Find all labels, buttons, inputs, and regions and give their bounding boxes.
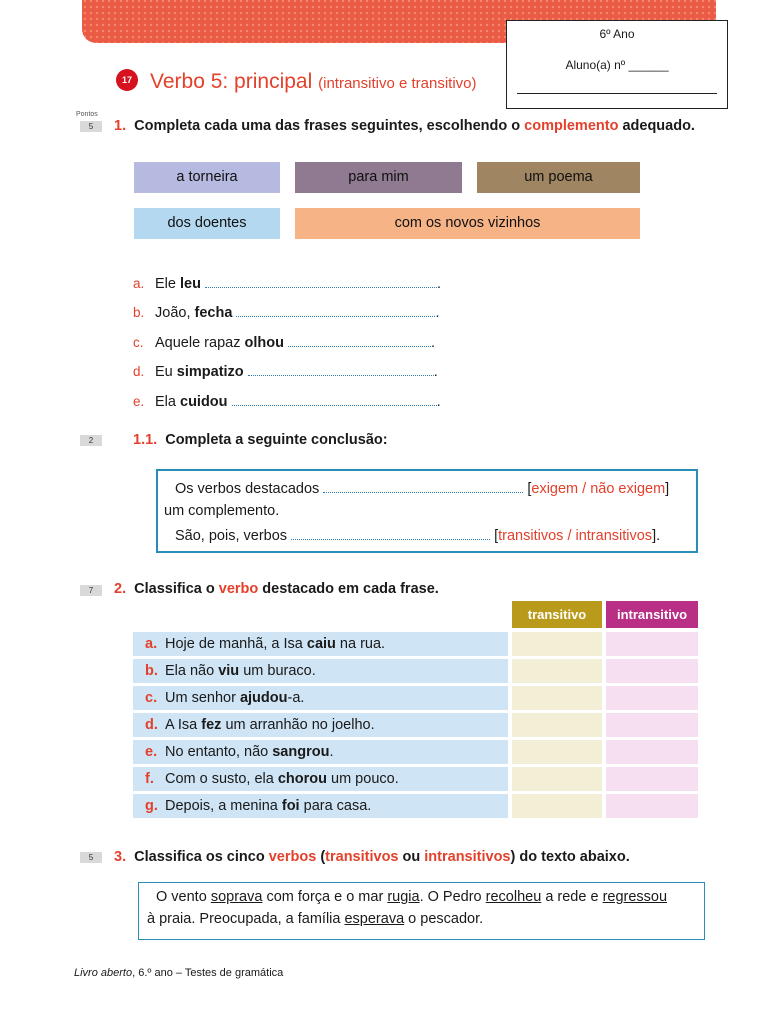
checkbox-transitive[interactable] [512,794,602,818]
conclusion-box [156,469,698,553]
table-row: f. Com o susto, ela chorou um pouco. [133,767,508,791]
answer-blank-e[interactable] [232,393,437,406]
checkbox-intransitive[interactable] [606,659,698,683]
column-header-transitive: transitivo [512,601,602,628]
sentence-a: a. Ele leu . [133,276,442,292]
answer-blank-b[interactable] [236,304,435,317]
q2-points: 7 [80,585,102,596]
checkbox-intransitive[interactable] [606,632,698,656]
table-row: b. Ela não viu um buraco. [133,659,508,683]
checkbox-transitive[interactable] [512,713,602,737]
checkbox-transitive[interactable] [512,767,602,791]
word-com-os-novos-vizinhos: com os novos vizinhos [295,208,640,239]
word-para-mim: para mim [295,162,462,193]
verb-soprava: soprava [210,889,263,905]
school-year: 6º Ano [599,27,635,41]
passage-box [138,882,705,940]
table-row: d. A Isa fez um arranhão no joelho. [133,713,508,737]
column-header-intransitive: intransitivo [606,601,698,628]
verb-recolheu: recolheu [485,889,542,905]
checkbox-transitive[interactable] [512,659,602,683]
answer-blank-a[interactable] [205,275,437,288]
student-name-line[interactable] [517,83,717,94]
answer-blank-d[interactable] [248,363,434,376]
q1-instruction: 1. Completa cada uma das frases seguintes, escolhendo o complemento adequado. [114,118,695,134]
page-footer: Livro aberto, 6.º ano – Testes de gramática [74,967,284,979]
verb-esperava: esperava [344,911,405,927]
sentence-d: d. Eu simpatizo . [133,364,438,380]
table-row: e. No entanto, não sangrou. [133,740,508,764]
checkbox-intransitive[interactable] [606,686,698,710]
passage-line-1: O vento soprava com força e o mar rugia. O Pedro recolheu a rede e regressou [156,889,668,905]
q11-instruction: 1.1. Completa a seguinte conclusão: [133,432,388,448]
answer-blank-c[interactable] [288,334,431,347]
passage-line-2: à praia. Preocupada, a família esperava o pescador. [147,911,484,927]
student-info-box [506,20,728,109]
q3-instruction: 3. Classifica os cinco verbos (transitivos ou intransitivos) do texto abaixo. [114,849,630,865]
checkbox-intransitive[interactable] [606,740,698,764]
word-um-poema: um poema [477,162,640,193]
checkbox-transitive[interactable] [512,740,602,764]
conclusion-line-3: São, pois, verbos [transitivos / intransitivos]. [175,528,661,544]
checkbox-transitive[interactable] [512,632,602,656]
word-a-torneira: a torneira [134,162,280,193]
table-row: a. Hoje de manhã, a Isa caiu na rua. [133,632,508,656]
q2-instruction: 2. Classifica o verbo destacado em cada frase. [114,581,439,597]
table-row: g. Depois, a menina foi para casa. [133,794,508,818]
checkbox-intransitive[interactable] [606,767,698,791]
checkbox-intransitive[interactable] [606,713,698,737]
conclusion-line-2: um complemento. [164,503,280,519]
q11-points: 2 [80,435,102,446]
checkbox-intransitive[interactable] [606,794,698,818]
student-number: Aluno(a) nº ______ [565,58,669,72]
word-dos-doentes: dos doentes [134,208,280,239]
page-title [150,70,477,94]
sentence-e: e. Ela cuidou . [133,394,441,410]
sentence-c: c. Aquele rapaz olhou . [133,335,436,351]
q3-points: 5 [80,852,102,863]
checkbox-transitive[interactable] [512,686,602,710]
conclusion-blank-1[interactable] [323,480,523,493]
unit-number-badge: 17 [116,69,138,91]
points-label: Pontos [76,111,98,118]
title-subtitle: (intransitivo e transitivo) [318,75,477,92]
conclusion-line-1: Os verbos destacados [exigem / não exigem] [175,481,670,497]
q1-points: 5 [80,121,102,132]
verb-regressou: regressou [602,889,668,905]
table-row: c. Um senhor ajudou-a. [133,686,508,710]
conclusion-blank-2[interactable] [291,527,490,540]
sentence-b: b. João, fecha . [133,305,440,321]
title-main: Verbo 5: principal [150,70,313,93]
verb-rugia: rugia [387,889,420,905]
